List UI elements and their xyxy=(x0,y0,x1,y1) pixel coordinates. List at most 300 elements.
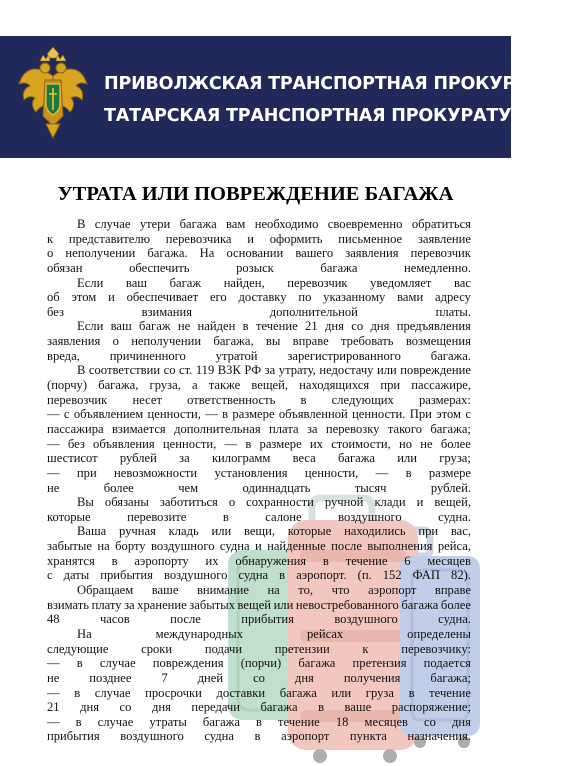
text-word: вам xyxy=(226,217,246,231)
text-line xyxy=(47,334,471,349)
text-word: основании xyxy=(226,246,284,261)
text-word: ценности. xyxy=(352,407,406,422)
text-word: багажа; xyxy=(430,670,471,685)
text-word: со xyxy=(119,700,132,715)
text-word: заявление xyxy=(417,231,471,246)
text-word: в xyxy=(279,568,286,583)
text-word: шестисот xyxy=(47,451,98,466)
text-word: течение xyxy=(345,553,388,568)
text-word: дня xyxy=(294,670,314,685)
text-word: воздушного xyxy=(120,729,184,744)
text-word: одиннадцать xyxy=(242,480,311,495)
text-word: возмещения xyxy=(405,334,471,349)
text-word: в xyxy=(111,553,118,568)
text-word: размере xyxy=(259,436,302,451)
text-word: 82). xyxy=(451,568,471,583)
text-line xyxy=(47,729,471,744)
text-word: не xyxy=(47,670,60,685)
text-word: В xyxy=(77,217,86,231)
text-word: вещи, xyxy=(243,524,276,539)
text-word: обнаружения xyxy=(235,553,307,568)
text-word: после xyxy=(331,539,362,554)
text-word: воздушного xyxy=(151,539,215,554)
text-line xyxy=(47,451,471,466)
text-word: ФАП xyxy=(412,568,440,583)
text-word: вещей, xyxy=(251,378,288,393)
text-word: обеспечивает xyxy=(126,290,199,305)
text-word: найден xyxy=(197,319,236,334)
text-word: багажа xyxy=(320,260,358,275)
text-word: со xyxy=(253,670,265,685)
text-word: ваше xyxy=(151,583,179,598)
text-word: за xyxy=(264,363,276,378)
text-word: без xyxy=(67,436,85,451)
text-word: воздушного xyxy=(338,509,402,524)
text-word: судна xyxy=(204,729,234,744)
text-word: перевозчик xyxy=(287,275,348,290)
text-word: в xyxy=(322,553,329,568)
text-word: — xyxy=(47,436,60,451)
text-line xyxy=(47,715,471,730)
text-word: груза xyxy=(365,685,394,700)
text-word: сохранности xyxy=(246,495,314,510)
text-word: следующих xyxy=(331,392,394,407)
text-word: — xyxy=(205,407,218,422)
text-word: утратой xyxy=(215,348,258,363)
text-word: размере xyxy=(232,407,275,422)
text-word: пассажира xyxy=(47,421,104,436)
text-word: случае xyxy=(94,217,131,231)
text-word: багажа; xyxy=(430,421,471,436)
text-word: РФ xyxy=(244,363,262,378)
text-word: багажа xyxy=(179,217,217,231)
text-word: претензии xyxy=(274,641,330,656)
text-word: ст. xyxy=(179,363,193,378)
text-word: рейсах xyxy=(306,626,344,641)
text-word: повреждения xyxy=(152,656,224,671)
text-word: или xyxy=(377,363,397,378)
text-word: также xyxy=(208,378,241,393)
text-word: 7 xyxy=(161,670,168,685)
text-word: прибытия xyxy=(47,729,100,744)
text-word: плату xyxy=(91,597,122,612)
text-word: требовать xyxy=(340,334,394,349)
text-word: то, xyxy=(298,583,314,598)
text-word: груза; xyxy=(439,451,471,466)
text-word: более xyxy=(103,480,134,495)
text-word: адресу xyxy=(435,290,471,305)
text-word: Если xyxy=(77,319,104,334)
text-word: забытых xyxy=(189,597,235,612)
text-word: судна xyxy=(219,539,250,554)
text-word: в xyxy=(222,407,229,422)
text-word: хранятся xyxy=(47,553,95,568)
text-word: доставки xyxy=(216,685,266,700)
text-word: случае xyxy=(99,656,136,671)
text-word: его xyxy=(209,290,227,305)
text-word: не xyxy=(47,480,60,495)
text-word: или xyxy=(397,451,417,466)
text-word: клади xyxy=(374,495,406,510)
text-word: На xyxy=(77,626,92,641)
text-word: объявленной xyxy=(278,407,348,422)
text-word: дополнительная xyxy=(174,421,261,436)
text-word: килограмм xyxy=(211,451,271,466)
text-word: сроки xyxy=(141,641,173,656)
text-word: не xyxy=(177,319,191,334)
text-word: неполучении xyxy=(65,246,136,261)
text-word: тысяч xyxy=(354,480,387,495)
text-word: 21 xyxy=(305,319,318,334)
text-word: Ваша xyxy=(77,524,107,539)
text-word: находились xyxy=(344,524,406,539)
text-word: прибытия xyxy=(241,612,294,627)
text-word: международных xyxy=(155,626,244,641)
text-word: без xyxy=(47,304,64,319)
text-word: перевозчик xyxy=(47,392,108,407)
text-word: установления xyxy=(214,465,288,480)
text-word: этом xyxy=(71,290,97,305)
text-word: предъявления xyxy=(396,319,471,334)
text-word: багаж xyxy=(139,319,171,334)
text-word: пункта xyxy=(349,729,387,744)
text-word: более xyxy=(440,597,471,612)
text-word: багажа, xyxy=(98,378,139,393)
text-line xyxy=(47,598,471,613)
text-word: найден, xyxy=(223,275,265,290)
text-word: в xyxy=(318,700,325,715)
text-word: указанному xyxy=(323,290,386,305)
text-word: и xyxy=(108,290,115,305)
text-word: ручная xyxy=(119,524,156,539)
text-word: вправе xyxy=(434,583,471,598)
text-word: ВЗК xyxy=(217,363,241,378)
text-word: невостребованного xyxy=(295,597,399,612)
text-word: взимается xyxy=(111,421,166,436)
text-word: о xyxy=(47,246,54,261)
text-line xyxy=(47,232,471,247)
text-word: платы. xyxy=(435,304,471,319)
text-line xyxy=(47,612,471,627)
text-word: ваш xyxy=(110,319,132,334)
text-word: после xyxy=(170,612,201,627)
text-word: а xyxy=(191,378,198,393)
text-word: чем xyxy=(178,480,199,495)
text-line xyxy=(47,671,471,686)
text-line xyxy=(47,319,471,334)
text-word: плата xyxy=(269,421,299,436)
text-word: судна. xyxy=(438,612,471,627)
text-word: определены xyxy=(407,626,471,641)
text-word: При xyxy=(409,407,432,422)
text-word: к xyxy=(362,641,369,656)
text-word: рублей xyxy=(119,451,157,466)
text-word: письменное xyxy=(338,231,403,246)
text-word: течение xyxy=(429,685,471,700)
text-word: забытые xyxy=(47,539,92,554)
text-word: 152 xyxy=(382,568,402,583)
text-word: ручной xyxy=(324,495,364,510)
text-word: ценности, xyxy=(147,407,201,422)
text-word: перевозчик xyxy=(410,246,471,261)
text-word: за xyxy=(124,597,135,612)
text-word: зарегистрированного xyxy=(287,348,401,363)
text-word: в xyxy=(222,509,229,524)
text-word: в xyxy=(76,656,83,671)
text-word: ответственность xyxy=(187,392,276,407)
text-word: или xyxy=(211,524,232,539)
text-word: вреда, xyxy=(47,348,80,363)
text-word: пассажире, xyxy=(411,378,471,393)
text-word: — xyxy=(47,685,60,700)
text-word: вправе xyxy=(292,334,329,349)
text-word: взимания xyxy=(141,304,193,319)
text-word: салоне xyxy=(265,509,302,524)
text-line xyxy=(47,393,471,408)
text-word: дней xyxy=(197,670,224,685)
text-word: в xyxy=(256,714,262,729)
text-word: 21 xyxy=(47,700,60,715)
text-word: и xyxy=(247,231,254,246)
text-word: 119 xyxy=(195,363,215,378)
text-word: — xyxy=(47,714,60,729)
text-line xyxy=(47,466,471,481)
text-word: дня xyxy=(451,714,471,729)
text-word: перевозчика xyxy=(165,231,232,246)
text-line xyxy=(47,627,471,642)
prosecutor-emblem-icon xyxy=(16,46,90,142)
text-word: утери xyxy=(139,217,171,231)
text-word: в xyxy=(408,685,415,700)
text-word: — xyxy=(224,436,238,451)
text-word: (п. xyxy=(357,568,372,583)
text-word: со xyxy=(424,714,436,729)
text-word: утраты xyxy=(149,714,187,729)
text-word: багажа xyxy=(202,714,240,729)
text-word: за xyxy=(179,451,190,466)
text-line xyxy=(47,656,471,671)
text-word: с xyxy=(47,568,53,583)
text-word: перевозку xyxy=(325,421,380,436)
text-word: дня xyxy=(370,319,390,334)
text-word: в xyxy=(300,392,307,407)
text-word: в xyxy=(245,436,252,451)
text-word: с xyxy=(63,407,70,422)
text-word: рублей. xyxy=(430,480,471,495)
text-word: — xyxy=(47,656,60,671)
text-word: или xyxy=(331,685,352,700)
text-word: просрочки xyxy=(145,685,202,700)
text-word: вы xyxy=(265,334,281,349)
text-line xyxy=(47,261,471,276)
text-word: не xyxy=(420,436,433,451)
text-word: найденные xyxy=(267,539,326,554)
text-word: даты xyxy=(63,568,90,583)
text-word: — xyxy=(47,407,60,422)
text-word: и xyxy=(416,495,424,510)
text-word: размере xyxy=(428,465,471,480)
text-word: с xyxy=(465,407,471,422)
text-word: рейса, xyxy=(437,539,471,554)
text-word: размерах: xyxy=(419,392,471,407)
text-word: месяцев xyxy=(427,553,471,568)
text-word: 48 xyxy=(47,612,60,627)
text-word: подается xyxy=(423,656,471,671)
text-word: часов xyxy=(99,612,130,627)
text-word: несет xyxy=(132,392,162,407)
text-word: невозможности xyxy=(114,465,198,480)
text-word: и xyxy=(254,539,262,554)
text-line xyxy=(47,510,471,525)
text-word: месяцев xyxy=(364,714,408,729)
text-word: обеспечить xyxy=(129,260,190,275)
text-word: взимать xyxy=(47,597,90,612)
text-word: воздушного xyxy=(334,612,398,627)
text-word: заботиться xyxy=(159,495,218,510)
text-word: вас xyxy=(453,275,471,290)
text-word: вашего xyxy=(295,246,334,261)
article-body xyxy=(47,217,471,744)
text-word: о xyxy=(228,495,236,510)
text-word: необходимо xyxy=(254,217,319,231)
text-line xyxy=(47,305,471,320)
text-word: случае xyxy=(94,685,131,700)
text-word: за xyxy=(306,421,318,436)
text-line xyxy=(47,554,471,569)
text-word: багажа xyxy=(401,597,439,612)
text-word: заявления xyxy=(47,334,101,349)
text-word: Обращаем xyxy=(77,583,134,598)
text-line xyxy=(47,686,471,701)
text-word: ценности, xyxy=(304,465,359,480)
text-line xyxy=(47,495,471,510)
text-word: неполучении xyxy=(131,334,202,349)
text-word: перевозите xyxy=(127,509,187,524)
text-word: багажа xyxy=(279,685,317,700)
text-word: недостачу xyxy=(319,363,374,378)
text-word: заявления xyxy=(345,246,399,261)
text-word: внимание xyxy=(196,583,249,598)
text-word: кладь xyxy=(168,524,199,539)
text-word: объявления xyxy=(93,436,155,451)
text-word: случае xyxy=(97,714,134,729)
text-word: вещей xyxy=(237,597,272,612)
text-word: вещей, xyxy=(434,495,471,510)
text-word: их xyxy=(309,436,323,451)
text-word: — xyxy=(47,465,60,480)
text-word: В xyxy=(77,363,86,378)
text-word: борту xyxy=(115,539,146,554)
text-word: подачи xyxy=(204,641,243,656)
text-word: при xyxy=(380,378,401,393)
text-word: воздушного xyxy=(163,568,228,583)
header-title-line-2: ТАТАРСКАЯ ТРАНСПОРТНАЯ ПРОКУРАТУРА xyxy=(104,106,538,126)
text-word: прибытия xyxy=(100,568,153,583)
text-word: представителю xyxy=(68,231,151,246)
text-word: (порчу) xyxy=(47,378,88,393)
text-word: повреждение xyxy=(400,363,471,378)
text-word: получения xyxy=(343,670,401,685)
document-title: УТРАТА ИЛИ ПОВРЕЖДЕНИЕ БАГАЖА xyxy=(57,183,454,205)
text-line xyxy=(47,422,471,437)
text-word: На xyxy=(199,246,215,261)
text-word: аэропорт. xyxy=(296,568,347,583)
text-word: позднее xyxy=(89,670,132,685)
text-word: в xyxy=(254,729,261,744)
text-word: (порчи) xyxy=(240,656,282,671)
text-word: течение xyxy=(255,319,298,334)
text-word: соответствии xyxy=(88,363,161,378)
text-word: в xyxy=(242,319,249,334)
text-word: Если xyxy=(77,275,104,290)
text-word: обязаны xyxy=(104,495,149,510)
text-line xyxy=(47,583,471,598)
text-word: следующие xyxy=(47,641,109,656)
text-word: багажа. xyxy=(147,246,188,261)
text-word: вами xyxy=(397,290,424,305)
text-word: при xyxy=(418,524,439,539)
text-line xyxy=(47,568,471,583)
text-word: 18 xyxy=(335,714,349,729)
text-word: назначения. xyxy=(407,729,471,744)
text-line xyxy=(47,246,471,261)
text-word: течение xyxy=(278,714,320,729)
text-word: немедленно. xyxy=(404,260,471,275)
text-word: но xyxy=(398,436,413,451)
text-line xyxy=(47,524,471,539)
text-word: багажа xyxy=(337,451,375,466)
text-word: на xyxy=(267,583,280,598)
text-line xyxy=(47,481,471,496)
text-line xyxy=(47,407,471,422)
text-line xyxy=(47,349,471,364)
text-word: веса xyxy=(292,451,316,466)
text-word: багажа. xyxy=(430,348,471,363)
text-word: по xyxy=(298,290,312,305)
text-word: выполнения xyxy=(367,539,433,554)
text-word: вас, xyxy=(450,524,471,539)
text-word: стоимости, xyxy=(331,436,391,451)
text-word: такого xyxy=(387,421,422,436)
text-word: передачи xyxy=(191,700,241,715)
text-word: доставку xyxy=(238,290,287,305)
text-word: что xyxy=(331,583,350,598)
text-word: ваше xyxy=(344,700,372,715)
text-word: розыск xyxy=(236,260,274,275)
text-word: обязан xyxy=(47,260,83,275)
text-word: в xyxy=(74,685,81,700)
text-word: груза, xyxy=(149,378,181,393)
text-word: со xyxy=(351,319,364,334)
text-line xyxy=(47,539,471,554)
text-word: ценности, xyxy=(162,436,217,451)
text-word: дня xyxy=(324,319,344,334)
text-word: более xyxy=(440,436,471,451)
text-word: перевозчику: xyxy=(401,641,471,656)
text-word: аэропорт xyxy=(281,729,330,744)
text-word: хранение xyxy=(137,597,187,612)
text-word: багажа, xyxy=(213,334,254,349)
text-line xyxy=(47,642,471,657)
text-word: которые xyxy=(47,509,91,524)
text-line xyxy=(47,700,471,715)
text-word: на xyxy=(97,539,110,554)
text-line xyxy=(47,378,471,393)
text-word: при xyxy=(76,465,97,480)
text-word: претензия xyxy=(352,656,407,671)
text-word: в xyxy=(405,465,412,480)
text-word: к xyxy=(47,231,54,246)
